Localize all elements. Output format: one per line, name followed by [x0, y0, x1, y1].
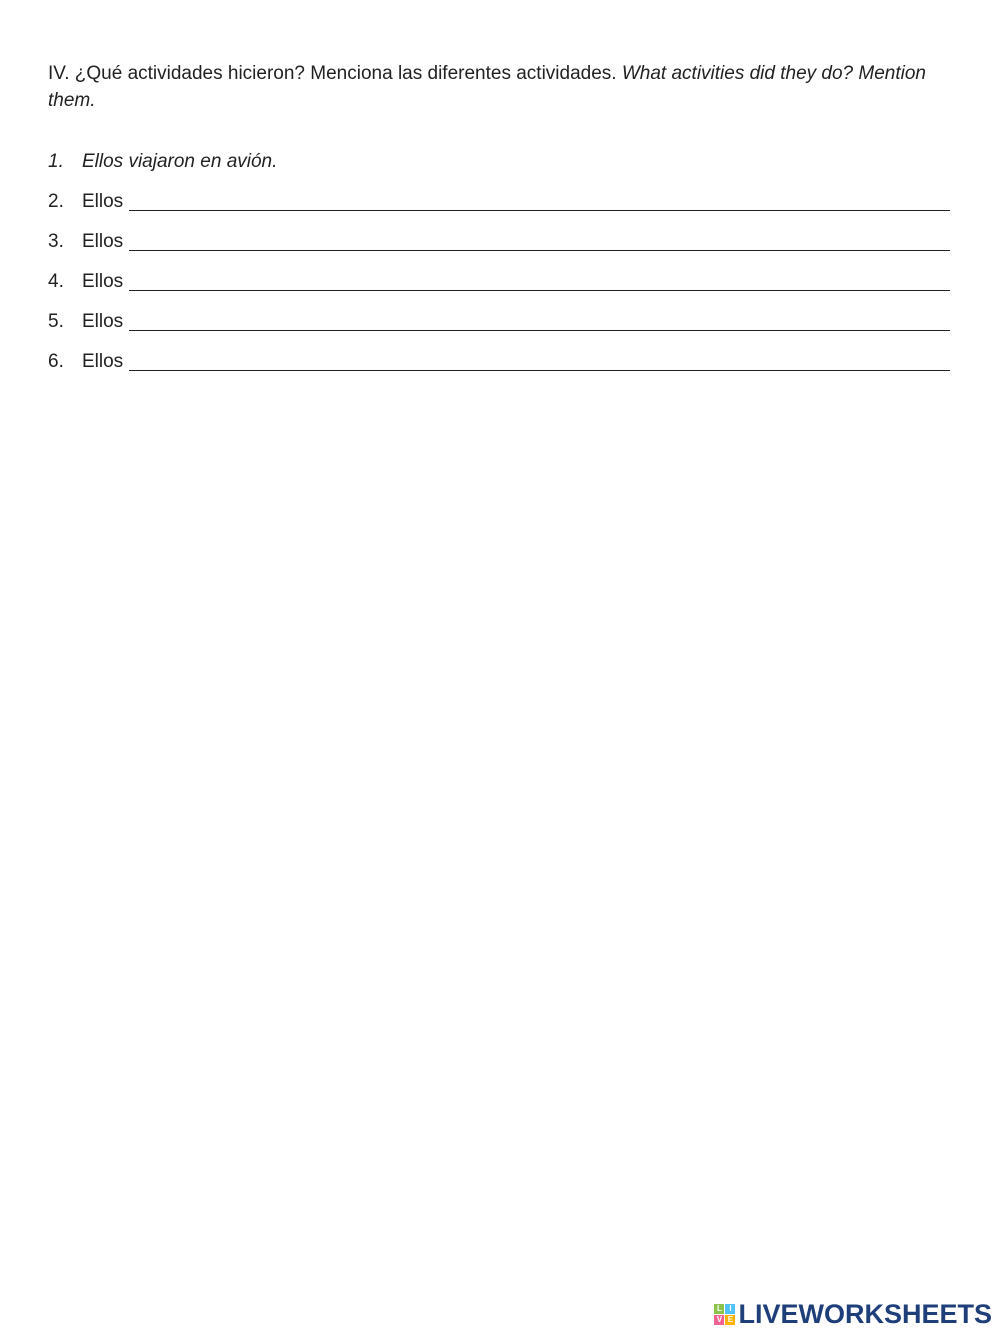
item-number: 6.: [48, 351, 64, 372]
answer-field-2[interactable]: [129, 188, 950, 211]
logo-wordmark: LIVEWORKSHEETS: [738, 1298, 992, 1329]
item-number: 1.: [48, 151, 64, 172]
item-number: 3.: [48, 231, 64, 252]
answer-item-3: [48, 228, 950, 268]
item-number: 2.: [48, 191, 64, 212]
item-number: 4.: [48, 271, 64, 292]
logo-mark-cell: L: [714, 1304, 724, 1314]
logo-mark-cell: I: [725, 1304, 735, 1314]
answer-item-4: [48, 268, 950, 308]
item-lead-word: Ellos: [82, 271, 124, 292]
answer-item-2: [48, 188, 950, 228]
answer-field-4[interactable]: [129, 268, 950, 291]
item-number: 5.: [48, 311, 64, 332]
liveworksheets-logo: [714, 1300, 992, 1328]
item-lead-word: Ellos: [82, 231, 124, 252]
logo-mark-cell: E: [725, 1315, 735, 1325]
item-lead-word: Ellos: [82, 351, 124, 372]
answer-item-6: [48, 348, 950, 388]
item-lead-word: Ellos: [82, 191, 124, 212]
instruction-spanish: IV. ¿Qué actividades hicieron? Menciona las diferentes actividades.: [48, 63, 617, 84]
answer-list: [48, 148, 950, 388]
answer-item-5: [48, 308, 950, 348]
example-item: [48, 148, 950, 188]
instruction-text: [48, 60, 928, 114]
logo-mark-icon: [714, 1304, 735, 1325]
answer-field-3[interactable]: [129, 228, 950, 251]
instruction-english: What activities did they do? Mention them.: [48, 63, 927, 111]
item-lead-word: Ellos: [82, 311, 124, 332]
answer-field-6[interactable]: [129, 348, 950, 371]
example-sentence: Ellos viajaron en avión.: [82, 151, 278, 172]
answer-field-5[interactable]: [129, 308, 950, 331]
logo-mark-cell: V: [714, 1315, 724, 1325]
